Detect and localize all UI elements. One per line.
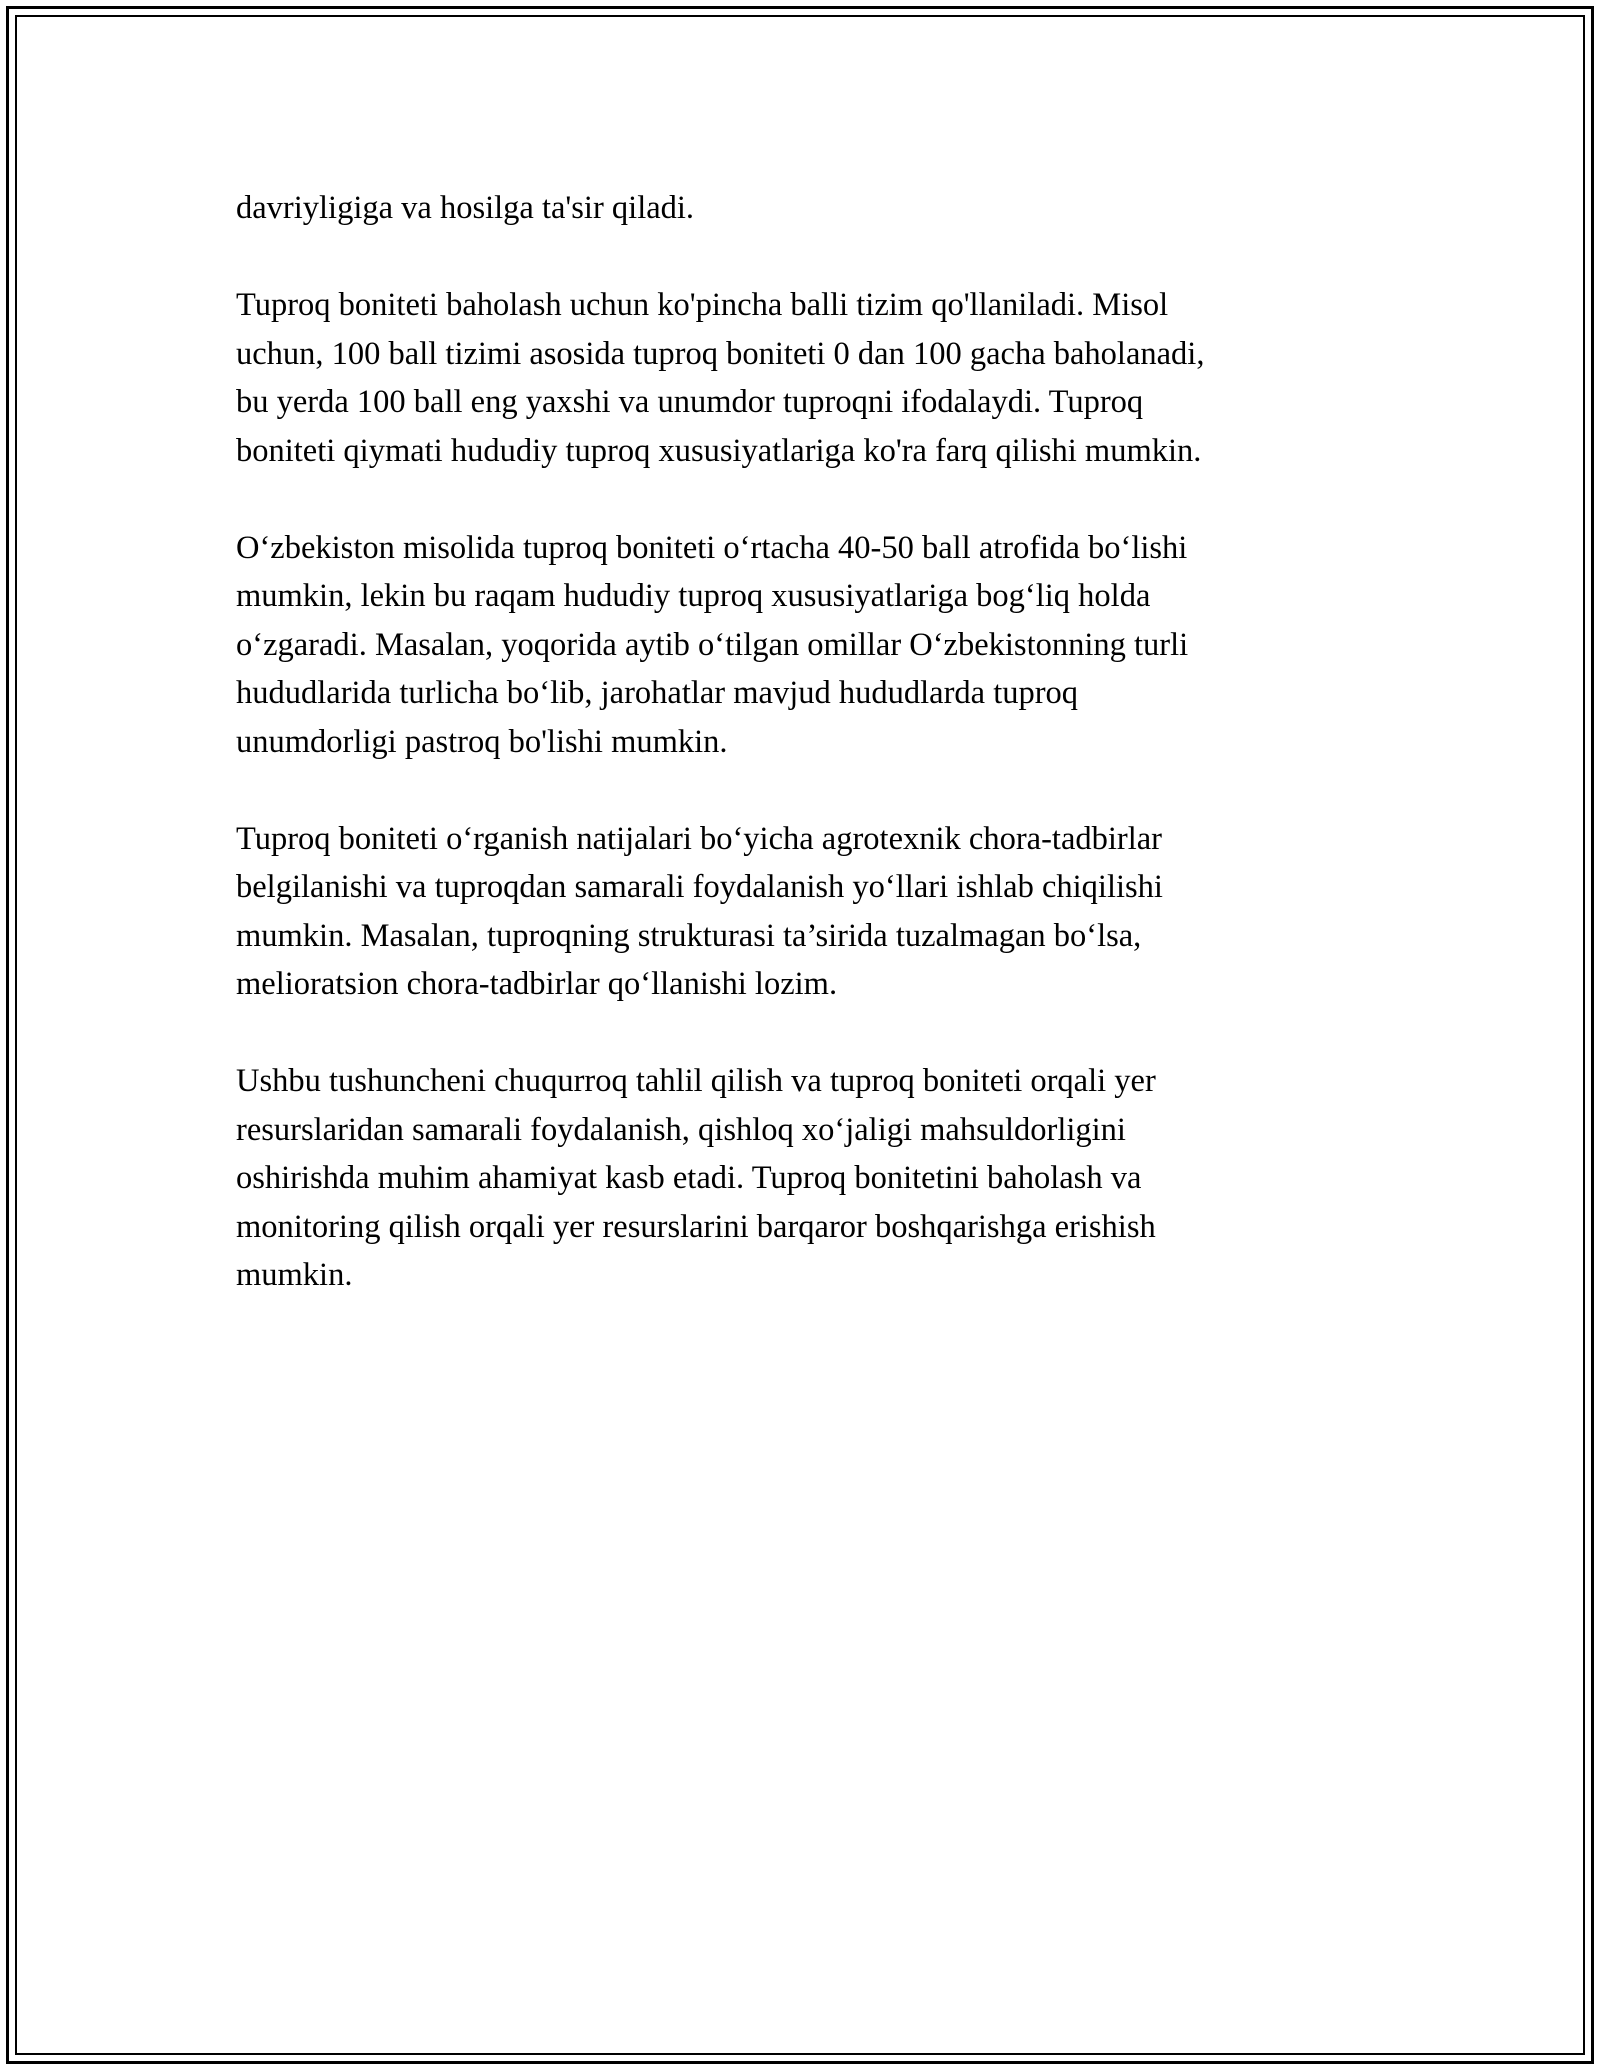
paragraph-2: Tuproq boniteti baholash uchun ko'pincha balli tizim qo'llaniladi. Misol uchun, 100 ball tizimi asosida tuproq boniteti 0 dan 100 gacha baholanadi, bu yerda 100 ball eng yaxshi va unumdor tuproqni ifodalaydi. Tuproq boniteti qiymati hududiy tuproq xususiyatlariga ko'ra farq qilishi mumkin.	[236, 287, 1205, 469]
paragraph-3: O‘zbekiston misolida tuproq boniteti o‘rtacha 40-50 ball atrofida bo‘lishi mumkin, lekin bu raqam hududiy tuproq xususiyatlariga bog‘liq holda o‘zgaradi. Masalan, yoqorida aytib o‘tilgan omillar O‘zbekistonning turli hududlarida turlicha bo‘lib, jarohatlar mavjud hududlarda tuproq unumdorligi pastroq bo'lishi mumkin.	[236, 529, 1189, 760]
document-body	[236, 184, 1366, 1348]
paragraph-5: Ushbu tushuncheni chuqurroq tahlil qilish va tuproq boniteti orqali yer resurslaridan samarali foydalanish, qishloq xo‘jaligi mahsuldorligini oshirishda muhim ahamiyat kasb etadi. Tuproq bonitetini baholash va monitoring qilish orqali yer resurslarini barqaror boshqarishga erishish mumkin.	[236, 1063, 1156, 1293]
paragraph-4: Tuproq boniteti o‘rganish natijalari bo‘yicha agrotexnik chora-tadbirlar belgilanishi va tuproqdan samarali foydalanish yo‘llari ishlab chiqilishi mumkin. Masalan, tuproqning strukturasi ta’sirida tuzalmagan bo‘lsa, melioratsion chora-tadbirlar qo‘llanishi lozim.	[236, 820, 1163, 1002]
paragraph-1: davriyligiga va hosilga ta'sir qiladi.	[236, 190, 695, 226]
